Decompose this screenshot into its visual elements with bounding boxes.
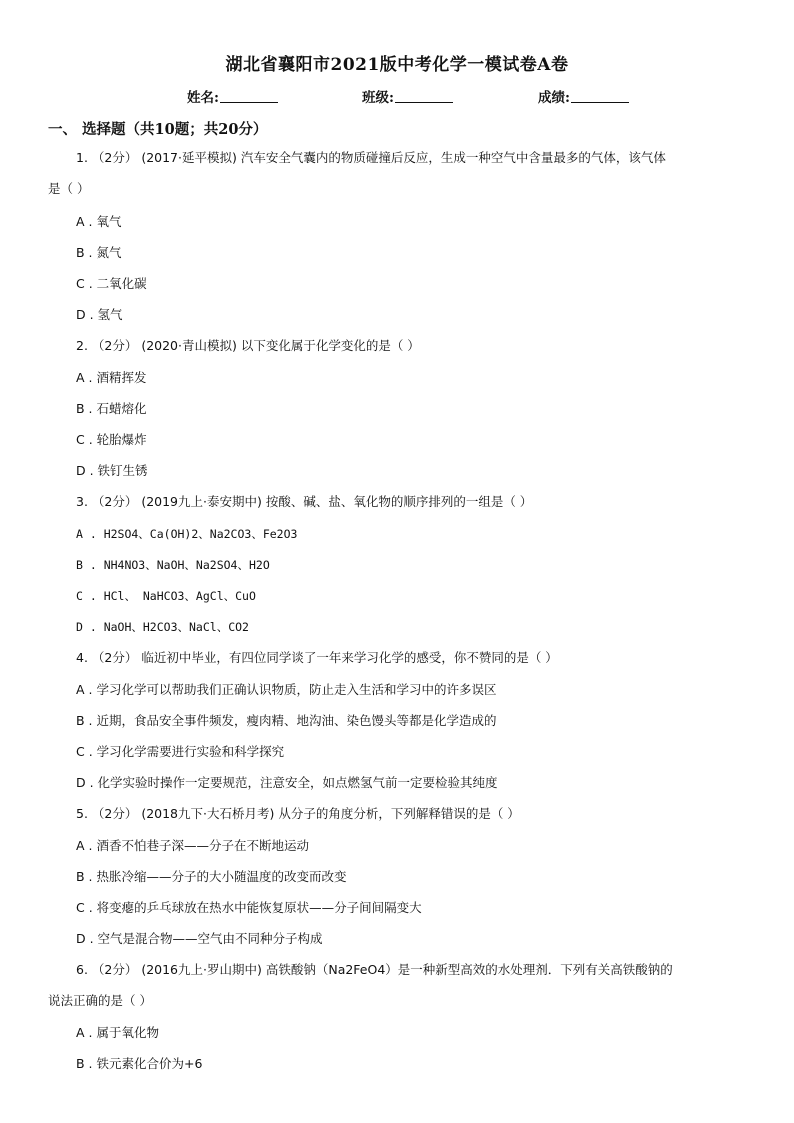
question-3-option-c: C . HCl、 NaHCO3、AgCl、CuO [76, 589, 256, 603]
section-heading: 一、 选择题（共10题；共20分） [48, 121, 268, 138]
question-3-option-a: A . H2SO4、Ca(OH)2、Na2CO3、Fe2O3 [76, 527, 298, 541]
question-5-option-c: C . 将变瘪的乒乓球放在热水中能恢复原状——分子间间隔变大 [76, 900, 422, 915]
question-2-option-b: B . 石蜡熔化 [76, 401, 147, 416]
question-1-stem-cont: 是（ ） [48, 181, 90, 196]
question-6-option-b: B . 铁元素化合价为+6 [76, 1056, 203, 1071]
question-1-option-a: A . 氧气 [76, 214, 122, 229]
question-3-stem: 3. （2分） (2019九上·泰安期中) 按酸、碱、盐、氧化物的顺序排列的一组是（ ） [76, 494, 533, 509]
class-label: 班级: [362, 90, 394, 106]
name-label: 姓名: [187, 90, 219, 106]
class-field [362, 86, 453, 106]
question-3-option-b: B . NH4NO3、NaOH、Na2SO4、H2O [76, 558, 270, 572]
question-2-stem: 2. （2分） (2020·青山模拟) 以下变化属于化学变化的是（ ） [76, 338, 420, 353]
score-label: 成绩: [538, 90, 570, 106]
score-blank [571, 90, 629, 103]
question-4-option-a: A . 学习化学可以帮助我们正确认识物质，防止走入生活和学习中的许多误区 [76, 682, 497, 697]
question-2-option-a: A . 酒精挥发 [76, 370, 147, 385]
question-6-option-a: A . 属于氧化物 [76, 1025, 159, 1040]
question-4-option-c: C . 学习化学需要进行实验和科学探究 [76, 744, 285, 759]
question-4-option-d: D . 化学实验时操作一定要规范，注意安全，如点燃氢气前一定要检验其纯度 [76, 775, 498, 790]
question-1-option-b: B . 氮气 [76, 245, 122, 260]
question-5-option-a: A . 酒香不怕巷子深——分子在不断地运动 [76, 838, 309, 853]
name-blank [220, 90, 278, 103]
question-6-stem-cont: 说法正确的是（ ） [48, 993, 152, 1008]
question-4-stem: 4. （2分） 临近初中毕业，有四位同学谈了一年来学习化学的感受，你不赞同的是（ ） [76, 650, 558, 665]
name-field [187, 86, 278, 106]
question-5-stem: 5. （2分） (2018九下·大石桥月考) 从分子的角度分析，下列解释错误的是（ ） [76, 806, 520, 821]
score-field [538, 86, 629, 106]
question-1-option-d: D . 氢气 [76, 307, 123, 322]
question-3-option-d: D . NaOH、H2CO3、NaCl、CO2 [76, 620, 249, 634]
question-1-stem: 1. （2分） (2017·延平模拟) 汽车安全气囊内的物质碰撞后反应，生成一种空气中含量最多的气体，该气体 [76, 150, 666, 165]
question-2-option-d: D . 铁钉生锈 [76, 463, 148, 478]
question-5-option-b: B . 热胀冷缩——分子的大小随温度的改变而改变 [76, 869, 347, 884]
question-2-option-c: C . 轮胎爆炸 [76, 432, 147, 447]
question-5-option-d: D . 空气是混合物——空气由不同种分子构成 [76, 931, 323, 946]
question-4-option-b: B . 近期，食品安全事件频发，瘦肉精、地沟油、染色馒头等都是化学造成的 [76, 713, 497, 728]
class-blank [395, 90, 453, 103]
question-6-stem: 6. （2分） (2016九上·罗山期中) 高铁酸钠（Na2FeO4）是一种新型高效的水处理剂．下列有关高铁酸钠的 [76, 962, 673, 977]
question-1-option-c: C . 二氧化碳 [76, 276, 147, 291]
page-title: 湖北省襄阳市2021版中考化学一模试卷A卷 [225, 55, 569, 75]
